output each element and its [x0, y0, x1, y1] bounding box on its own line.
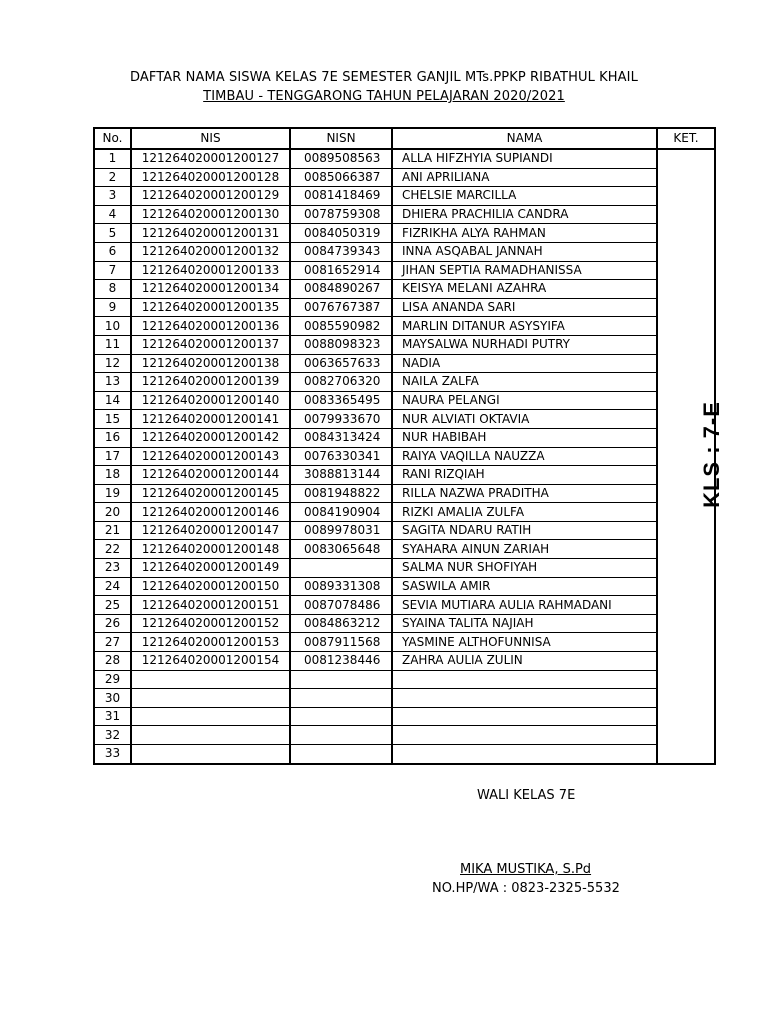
row-no: 25 — [94, 596, 131, 615]
row-nisn — [290, 745, 392, 764]
row-no: 32 — [94, 726, 131, 745]
row-no: 11 — [94, 335, 131, 354]
row-nama: SAGITA NDARU RATIH — [392, 521, 657, 540]
row-nisn: 0087911568 — [290, 633, 392, 652]
table-row — [94, 187, 715, 206]
row-no: 14 — [94, 391, 131, 410]
row-nama: FIZRIKHA ALYA RAHMAN — [392, 224, 657, 243]
table-row — [94, 670, 715, 689]
row-nis — [131, 707, 290, 726]
header-nis: NIS — [131, 128, 290, 149]
row-nisn — [290, 670, 392, 689]
row-nis: 121264020001200147 — [131, 521, 290, 540]
row-nis: 121264020001200143 — [131, 447, 290, 466]
row-nisn: 0078759308 — [290, 205, 392, 224]
row-nama: NAURA PELANGI — [392, 391, 657, 410]
row-nis: 121264020001200129 — [131, 187, 290, 206]
row-no: 29 — [94, 670, 131, 689]
row-nama: INNA ASQABAL JANNAH — [392, 242, 657, 261]
table-row — [94, 540, 715, 559]
table-row — [94, 652, 715, 671]
table-row — [94, 726, 715, 745]
row-nis — [131, 726, 290, 745]
row-no: 12 — [94, 354, 131, 373]
row-nis: 121264020001200153 — [131, 633, 290, 652]
row-nama — [392, 670, 657, 689]
table-row — [94, 373, 715, 392]
row-nis: 121264020001200142 — [131, 428, 290, 447]
table-row — [94, 596, 715, 615]
row-no: 30 — [94, 689, 131, 708]
row-nis: 121264020001200151 — [131, 596, 290, 615]
table-row — [94, 335, 715, 354]
table-row — [94, 261, 715, 280]
table-row — [94, 521, 715, 540]
table-row — [94, 280, 715, 299]
row-no: 4 — [94, 205, 131, 224]
row-nis: 121264020001200139 — [131, 373, 290, 392]
row-nisn: 0084190904 — [290, 503, 392, 522]
row-nama: KEISYA MELANI AZAHRA — [392, 280, 657, 299]
table-row — [94, 707, 715, 726]
row-nisn: 0076767387 — [290, 298, 392, 317]
row-nama: NAILA ZALFA — [392, 373, 657, 392]
row-nis: 121264020001200128 — [131, 168, 290, 187]
row-no: 6 — [94, 242, 131, 261]
row-nama: SASWILA AMIR — [392, 577, 657, 596]
row-nisn: 0081652914 — [290, 261, 392, 280]
row-nama: JIHAN SEPTIA RAMADHANISSA — [392, 261, 657, 280]
row-no: 31 — [94, 707, 131, 726]
table-row — [94, 689, 715, 708]
row-nis: 121264020001200140 — [131, 391, 290, 410]
row-nama: RIZKI AMALIA ZULFA — [392, 503, 657, 522]
row-nama: ZAHRA AULIA ZULIN — [392, 652, 657, 671]
row-nis: 121264020001200135 — [131, 298, 290, 317]
row-nama: RAIYA VAQILLA NAUZZA — [392, 447, 657, 466]
row-nisn: 0081238446 — [290, 652, 392, 671]
row-no: 15 — [94, 410, 131, 429]
row-nisn: 0081948822 — [290, 484, 392, 503]
ket-cell — [657, 149, 724, 764]
row-no: 26 — [94, 614, 131, 633]
row-nama: SYAHARA AINUN ZARIAH — [392, 540, 657, 559]
table-row — [94, 410, 715, 429]
row-nisn: 0084739343 — [290, 242, 392, 261]
row-nisn: 0089508563 — [290, 149, 392, 168]
table-row — [94, 224, 715, 243]
row-no: 7 — [94, 261, 131, 280]
row-no: 5 — [94, 224, 131, 243]
row-nama: RILLA NAZWA PRADITHA — [392, 484, 657, 503]
row-nis: 121264020001200145 — [131, 484, 290, 503]
row-nis: 121264020001200144 — [131, 466, 290, 485]
row-no: 33 — [94, 745, 131, 764]
row-nis: 121264020001200130 — [131, 205, 290, 224]
row-no: 3 — [94, 187, 131, 206]
row-nisn: 0084313424 — [290, 428, 392, 447]
table-body — [94, 149, 724, 764]
row-nama: ANI APRILIANA — [392, 168, 657, 187]
row-nisn: 0076330341 — [290, 447, 392, 466]
row-nama: NUR ALVIATI OKTAVIA — [392, 410, 657, 429]
row-nisn: 0063657633 — [290, 354, 392, 373]
row-nama: CHELSIE MARCILLA — [392, 187, 657, 206]
teacher-name: MIKA MUSTIKA, S.Pd — [460, 862, 592, 877]
row-nama: NUR HABIBAH — [392, 428, 657, 447]
row-nis: 121264020001200136 — [131, 317, 290, 336]
row-nama — [392, 726, 657, 745]
row-nis — [131, 745, 290, 764]
table-row — [94, 391, 715, 410]
row-no: 28 — [94, 652, 131, 671]
row-nama: RANI RIZQIAH — [392, 466, 657, 485]
row-no: 20 — [94, 503, 131, 522]
row-nis: 121264020001200154 — [131, 652, 290, 671]
row-nis: 121264020001200137 — [131, 335, 290, 354]
table-row — [94, 633, 715, 652]
wali-kelas-label: WALI KELAS 7E — [477, 788, 576, 803]
table-row — [94, 614, 715, 633]
row-nisn: 0079933670 — [290, 410, 392, 429]
row-nama: LISA ANANDA SARI — [392, 298, 657, 317]
row-no: 24 — [94, 577, 131, 596]
table-row — [94, 466, 715, 485]
row-nis: 121264020001200146 — [131, 503, 290, 522]
row-nis: 121264020001200138 — [131, 354, 290, 373]
row-nisn: 0087078486 — [290, 596, 392, 615]
row-nis: 121264020001200141 — [131, 410, 290, 429]
row-no: 27 — [94, 633, 131, 652]
row-nis — [131, 670, 290, 689]
table-row — [94, 242, 715, 261]
row-nisn: 0085066387 — [290, 168, 392, 187]
row-nisn: 0089331308 — [290, 577, 392, 596]
row-nisn: 0081418469 — [290, 187, 392, 206]
row-nisn — [290, 726, 392, 745]
row-nis: 121264020001200131 — [131, 224, 290, 243]
row-no: 13 — [94, 373, 131, 392]
row-nama: ALLA HIFZHYIA SUPIANDI — [392, 149, 657, 168]
row-nis: 121264020001200150 — [131, 577, 290, 596]
row-nama — [392, 689, 657, 708]
row-nis: 121264020001200132 — [131, 242, 290, 261]
row-nis: 121264020001200134 — [131, 280, 290, 299]
row-nama: MAYSALWA NURHADI PUTRY — [392, 335, 657, 354]
row-nis: 121264020001200148 — [131, 540, 290, 559]
row-no: 8 — [94, 280, 131, 299]
table-row — [94, 317, 715, 336]
header-nama: NAMA — [392, 128, 657, 149]
row-no: 22 — [94, 540, 131, 559]
row-nis: 121264020001200149 — [131, 559, 290, 578]
row-nisn — [290, 559, 392, 578]
row-nisn: 0084863212 — [290, 614, 392, 633]
row-nama: YASMINE ALTHOFUNNISA — [392, 633, 657, 652]
table-row — [94, 745, 715, 764]
row-no: 2 — [94, 168, 131, 187]
row-nisn — [290, 707, 392, 726]
row-nisn: 0084050319 — [290, 224, 392, 243]
document-title-line2: TIMBAU - TENGGARONG TAHUN PELAJARAN 2020/2021 — [203, 89, 565, 104]
table-row — [94, 428, 715, 447]
row-no: 17 — [94, 447, 131, 466]
row-nama: MARLIN DITANUR ASYSYIFA — [392, 317, 657, 336]
row-nisn: 0089978031 — [290, 521, 392, 540]
row-nama: DHIERA PRACHILIA CANDRA — [392, 205, 657, 224]
table-row — [94, 484, 715, 503]
row-nisn: 0085590982 — [290, 317, 392, 336]
row-nisn: 0083065648 — [290, 540, 392, 559]
table-row — [94, 559, 715, 578]
row-nis — [131, 689, 290, 708]
teacher-phone: NO.HP/WA : 0823-2325-5532 — [432, 881, 620, 896]
row-nisn: 0082706320 — [290, 373, 392, 392]
row-no: 1 — [94, 149, 131, 168]
header-nisn: NISN — [290, 128, 392, 149]
row-nisn: 0084890267 — [290, 280, 392, 299]
row-nama: SYAINA TALITA NAJIAH — [392, 614, 657, 633]
row-nama: SALMA NUR SHOFIYAH — [392, 559, 657, 578]
row-nis: 121264020001200127 — [131, 149, 290, 168]
row-no: 18 — [94, 466, 131, 485]
table-row — [94, 354, 715, 373]
row-no: 21 — [94, 521, 131, 540]
row-nisn — [290, 689, 392, 708]
row-nama: SEVIA MUTIARA AULIA RAHMADANI — [392, 596, 657, 615]
table-row — [94, 577, 715, 596]
table-row — [94, 168, 715, 187]
table-row — [94, 298, 715, 317]
row-no: 19 — [94, 484, 131, 503]
row-nama — [392, 745, 657, 764]
header-no: No. — [94, 128, 131, 149]
header-ket: KET. — [657, 128, 715, 149]
row-nis: 121264020001200133 — [131, 261, 290, 280]
table-row — [94, 149, 715, 168]
row-nama: NADIA — [392, 354, 657, 373]
table-row — [94, 503, 715, 522]
row-nisn: 0088098323 — [290, 335, 392, 354]
row-no: 23 — [94, 559, 131, 578]
row-nisn: 0083365495 — [290, 391, 392, 410]
document-title-line1: DAFTAR NAMA SISWA KELAS 7E SEMESTER GANJIL MTs.PPKP RIBATHUL KHAIL — [130, 70, 638, 85]
row-nis: 121264020001200152 — [131, 614, 290, 633]
row-no: 16 — [94, 428, 131, 447]
row-no: 9 — [94, 298, 131, 317]
table-row — [94, 447, 715, 466]
row-nama — [392, 707, 657, 726]
table-row — [94, 205, 715, 224]
student-roster-table — [93, 127, 724, 765]
row-no: 10 — [94, 317, 131, 336]
row-nisn: 3088813144 — [290, 466, 392, 485]
class-label: KLS : 7-E — [698, 400, 724, 508]
table-header-row — [94, 128, 715, 149]
